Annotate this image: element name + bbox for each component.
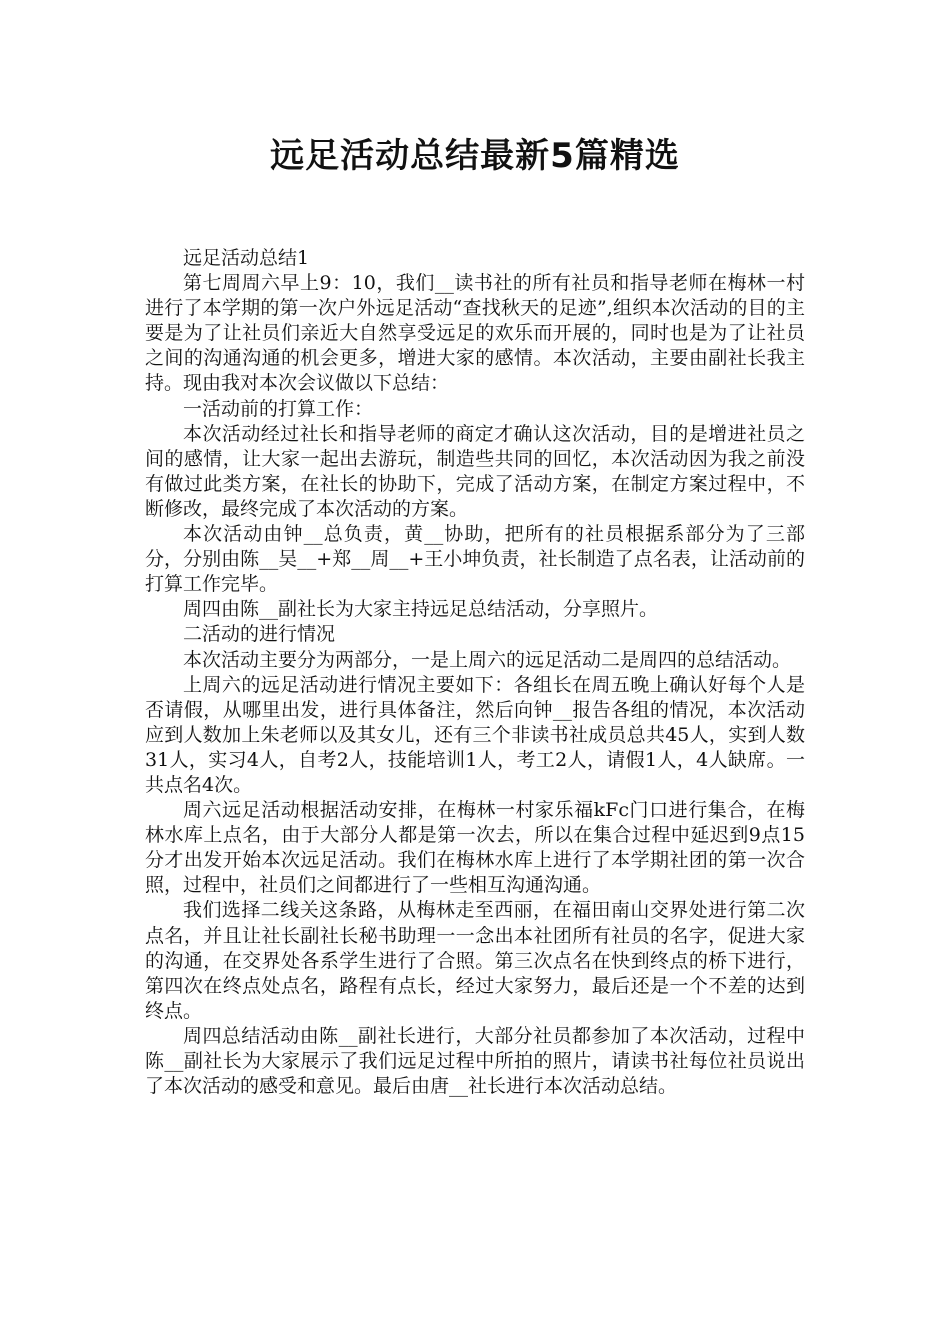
section-heading: 一活动前的打算工作： (183, 397, 374, 420)
document-title: 远足活动总结最新5篇精选 (270, 136, 680, 176)
paragraph: 本次活动由钟__总负责，黄__协助，把所有的社员根据系部分为了三部分，分别由陈__吴__+郑__周__+王小坤负责，社长制造了点名表，让活动前的打算工作完毕。 (145, 523, 805, 596)
paragraph: 我们选择二线关这条路，从梅林走至西丽，在福田南山交界处进行第二次点名，并且让社长副社长秘书助理一一念出本社团所有社员的名字，促进大家的沟通，在交界处各系学生进行了合照。第三次点名在快到终点的桥下进行，第四次在终点处点名，路程有点长，经过大家努力，最后还是一个不差的达到终点。 (145, 899, 805, 1022)
section-heading: 二活动的进行情况 (183, 623, 336, 646)
paragraph: 周四由陈__副社长为大家主持远足总结活动，分享照片。 (183, 598, 659, 621)
paragraph: 第七周周六早上9：10，我们__读书社的所有社员和指导老师在梅林一村进行了本学期的第一次户外远足活动“查找秋天的足迹”,组织本次活动的目的主要是为了让社员们亲近大自然享受远足的欢乐而开展的，同时也是为了让社员之间的沟通沟通的机会更多，增进大家的感情。本次活动，主要由副社长我主持。现由我对本次会议做以下总结： (145, 272, 805, 395)
paragraph: 周四总结活动由陈__副社长进行，大部分社员都参加了本次活动，过程中陈__副社长为大家展示了我们远足过程中所拍的照片，请读书社每位社员说出了本次活动的感受和意见。最后由唐__社长进行本次活动总结。 (145, 1024, 805, 1098)
paragraph: 本次活动主要分为两部分，一是上周六的远足活动二是周四的总结活动。 (183, 648, 792, 671)
section-heading: 远足活动总结1 (183, 247, 310, 269)
document-body (145, 246, 805, 1099)
paragraph: 周六远足活动根据活动安排，在梅林一村家乐福kFc门口进行集合，在梅林水库上点名，由于大部分人都是第一次去，所以在集合过程中延迟到9点15分才出发开始本次远足活动。我们在梅林水库上进行了本学期社团的第一次合照，过程中，社员们之间都进行了一些相互沟通沟通。 (145, 799, 805, 897)
paragraph: 本次活动经过社长和指导老师的商定才确认这次活动，目的是增进社员之间的感情，让大家一起出去游玩，制造些共同的回忆，本次活动因为我之前没有做过此类方案，在社长的协助下，完成了活动方案，在制定方案过程中，不断修改，最终完成了本次活动的方案。 (145, 422, 805, 520)
paragraph: 上周六的远足活动进行情况主要如下：各组长在周五晚上确认好每个人是否请假，从哪里出发，进行具体备注，然后向钟__报告各组的情况，本次活动应到人数加上朱老师以及其女儿，还有三个非读书社成员总共45人，实到人数31人，实习4人，自考2人，技能培训1人，考工2人，请假1人，4人缺席。一共点名4次。 (145, 673, 805, 796)
